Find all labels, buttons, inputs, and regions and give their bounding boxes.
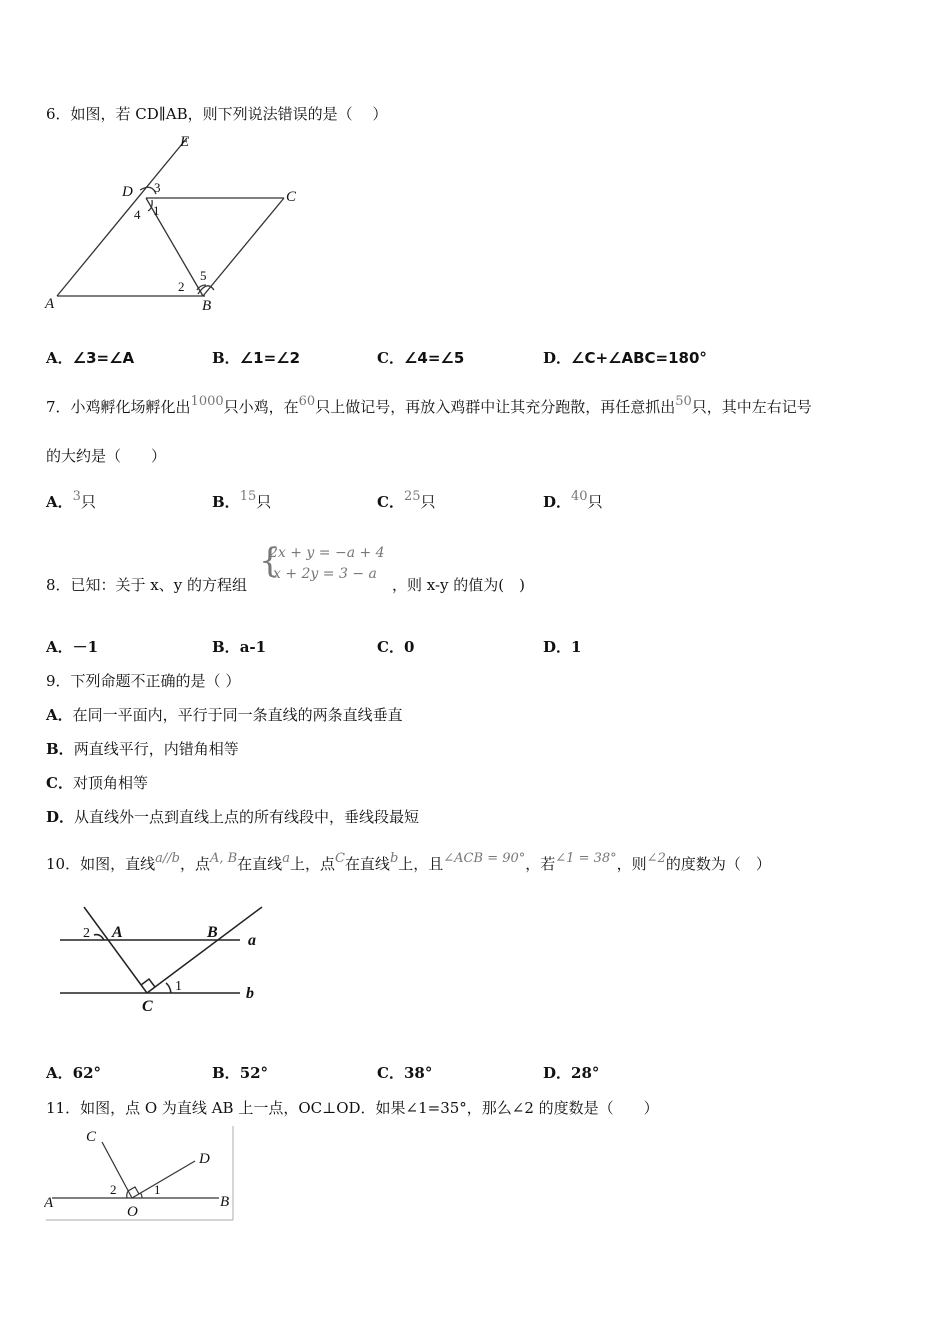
q6-label-c: C [286, 189, 297, 205]
q6-option-d: D．∠C+∠ABC=180° [543, 349, 707, 367]
q6-label-angle3: 3 [154, 180, 161, 195]
q8-stem-suffix: ，则 x-y 的值为( ) [392, 576, 525, 594]
q6-label-angle2: 2 [178, 279, 185, 294]
q10-option-b: B．52° [212, 1064, 269, 1082]
q9-option-a: A．在同一平面内，平行于同一条直线的两条直线垂直 [46, 706, 403, 724]
q10-right-angle-mark [141, 979, 155, 987]
q6-line-bc [203, 198, 284, 296]
q10-label-line-b: b [246, 985, 254, 1002]
q10-figure [50, 900, 280, 1020]
q6-label-angle4: 4 [134, 207, 141, 222]
q8-stem-prefix: 8．已知：关于 x、y 的方程组 [46, 576, 248, 594]
q11-label-angle2: 2 [110, 1182, 117, 1197]
q10-stem: 10．如图，直线a//b，点A, B在直线a上，点C在直线b上，且∠ACB = 90°，若∠1 = 38°，则∠2的度数为（ ） [46, 851, 771, 873]
q6-label-a: A [45, 296, 55, 312]
q10-arc-2 [94, 935, 104, 940]
q10-option-a: A．62° [46, 1064, 102, 1082]
q9-option-c: C．对顶角相等 [46, 774, 148, 792]
q7-stem: 7．小鸡孵化场孵化出1000只小鸡，在60只上做记号，再放入鸡群中让其充分跑散，再任意抓出50只，其中左右记号 [46, 394, 812, 416]
q7-option-a: A．3只 [46, 489, 96, 511]
q6-label-angle5: 5 [200, 268, 207, 283]
q10-line-ca [84, 907, 147, 993]
q11-arc-2 [127, 1190, 129, 1198]
q8-option-b: B．a-1 [212, 638, 267, 656]
q8-equation-system [259, 543, 385, 585]
q11-label-a: A [44, 1195, 54, 1211]
q8-eq2: x + 2y = 3 − a [273, 566, 377, 582]
q6-option-a: A．∠3=∠A [46, 349, 135, 367]
q10-label-a-point: A [112, 924, 123, 941]
q7-option-c: C．25只 [377, 489, 436, 511]
q11-label-d: D [199, 1151, 210, 1167]
q11-label-angle1: 1 [154, 1182, 161, 1197]
q6-stem: 6．如图，若 CD∥AB，则下列说法错误的是（ ） [46, 105, 388, 123]
q9-stem: 9．下列命题不正确的是（ ） [46, 672, 241, 690]
q8-eq1: 2x + y = −a + 4 [269, 545, 385, 561]
q8-brace-icon: { [259, 541, 281, 581]
q10-line-cb [147, 907, 262, 993]
q10-option-d: D．28° [543, 1064, 600, 1082]
q8-option-c: C．0 [377, 638, 415, 656]
q6-label-d: D [122, 184, 133, 200]
q11-arc-1 [140, 1193, 142, 1198]
q6-label-b: B [202, 298, 212, 314]
q7-option-b: B．15只 [212, 489, 272, 511]
q11-figure [44, 1124, 236, 1222]
q7-option-d: D．40只 [543, 489, 603, 511]
q7-stem-line2: 的大约是（ ） [46, 447, 167, 465]
q9-option-d: D．从直线外一点到直线上点的所有线段中，垂线段最短 [46, 808, 420, 826]
q10-label-b-point: B [207, 924, 218, 941]
q11-label-c: C [86, 1129, 97, 1145]
q6-label-angle1: 1 [153, 203, 160, 218]
q6-option-b: B．∠1=∠2 [212, 349, 301, 367]
q11-label-b: B [220, 1194, 230, 1210]
q6-option-c: C．∠4=∠5 [377, 349, 465, 367]
q8-option-a: A．－1 [46, 638, 99, 656]
q11-line-od [132, 1161, 195, 1198]
q11-label-o: O [127, 1204, 138, 1220]
q6-label-e: E [180, 134, 190, 150]
q11-line-oc [102, 1142, 132, 1198]
q10-option-c: C．38° [377, 1064, 433, 1082]
q10-label-line-a: a [248, 932, 256, 949]
q6-line-ae [57, 138, 187, 296]
q10-label-angle1: 1 [175, 979, 182, 994]
q10-arc-1 [166, 983, 171, 993]
q10-label-angle2: 2 [83, 926, 90, 941]
q9-option-b: B．两直线平行，内错角相等 [46, 740, 239, 758]
q6-figure [40, 128, 310, 318]
q10-label-c-point: C [142, 998, 153, 1015]
q11-stem: 11．如图，点 O 为直线 AB 上一点，OC⊥OD．如果∠1=35°，那么∠2 的度数是（ ） [46, 1099, 659, 1117]
q8-option-d: D．1 [543, 638, 582, 656]
